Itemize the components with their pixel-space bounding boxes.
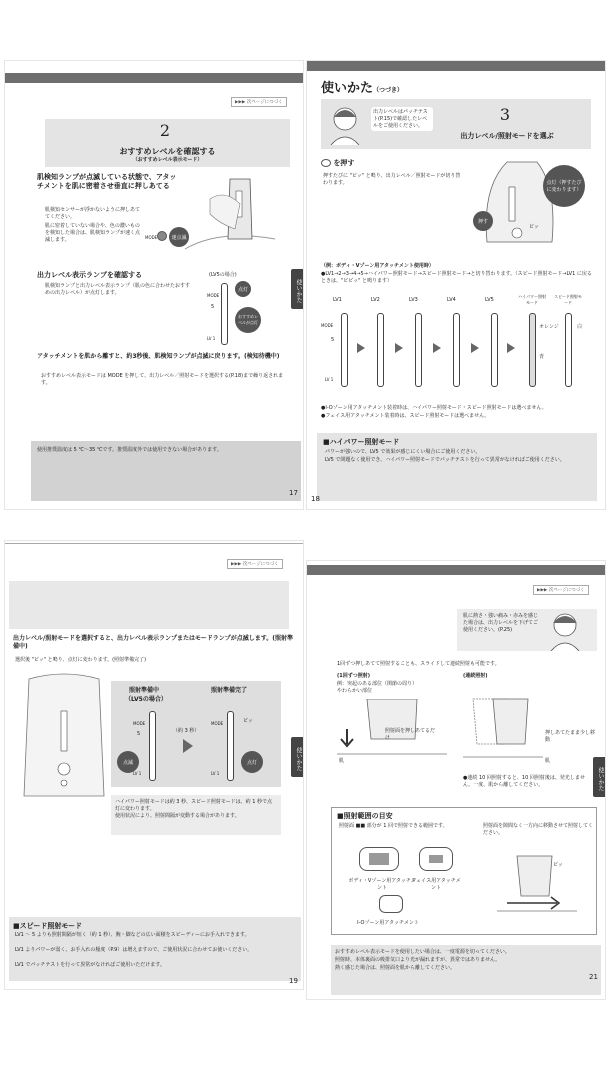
mode-label-prep: MODE	[133, 721, 146, 726]
device-on-arm-illustration	[180, 169, 280, 259]
substep-1-bullet-1: 肌検知センサーが浮かないように押しあててください。	[45, 207, 141, 220]
ready-title: 照射準備完了	[211, 687, 248, 694]
single-title: (1回ずつ照射)	[337, 673, 371, 679]
page-number: 18	[311, 495, 320, 503]
lit-callout: 点灯	[235, 281, 251, 297]
lv5-indicator	[491, 313, 498, 387]
note-face: ●フェイス用アタッチメント装着時は、スピード照射モードは選べません。	[321, 413, 490, 419]
continue-note: ▶▶▶ 次ページにつづく	[533, 585, 589, 595]
page-number: 21	[589, 973, 598, 981]
top-bar	[5, 73, 303, 83]
lv1-label: LV 1	[325, 377, 334, 382]
mode-label: MODE	[321, 323, 334, 328]
arrow-3	[433, 343, 441, 353]
note-io-zone: ●I-Oゾーン用アタッチメント装着時は、ハイパワー照射モード・スピード照射モードは選べません。	[321, 405, 547, 411]
blue-label: 青	[539, 354, 545, 360]
footer-note-3: 熱く感じた場合は、照射面を肌から離してください。	[335, 965, 456, 971]
blink-callout: 点滅	[117, 751, 139, 773]
lv1-label-prep: LV 1	[133, 771, 142, 776]
note-2: 使用状況により、照射間隔が変動する場合があります。	[115, 813, 240, 819]
title-sub: （つづき）	[373, 87, 404, 94]
step-number: 2	[159, 121, 171, 140]
speed-mode-title: ■スピード照射モード	[13, 922, 83, 930]
mode-button-icon	[321, 159, 331, 167]
level-indicator	[221, 283, 228, 345]
prep-title: 照射準備中	[129, 687, 160, 694]
intro-text: 出力レベル/照射モードを選択すると、出力レベル表示ランプまたはモードランプが点滅します。(照射準備中)	[13, 635, 293, 650]
skin-label-2: 肌	[545, 758, 551, 764]
beep-label: ピッ	[553, 862, 563, 868]
advisor-face-illustration	[543, 607, 587, 651]
step-title: 出力レベル/照射モードを選ぶ	[460, 132, 554, 140]
substep-1-bullet-2: 肌に密着していない場合や、色の濃いものを検知した場合は、肌検知ランプが速く点滅します。	[45, 223, 141, 243]
page-title	[321, 77, 403, 96]
press-callout: 押す	[473, 211, 493, 231]
level-label-high-power: ハイパワー照射モード	[518, 294, 546, 305]
io-attachment-label: I-Oゾーン用アタッチメント	[357, 920, 419, 926]
mode-press	[321, 159, 354, 168]
page-18	[306, 60, 606, 510]
level-label-lv1: LV1	[333, 297, 342, 303]
side-tab: 使いかた	[593, 757, 605, 797]
level-5-label-prep: 5	[137, 731, 141, 737]
mode-label-2: MODE	[207, 293, 220, 298]
temperature-note: 使用推奨温度は 5 ℃〜35 ℃です。推奨温度外では使用できない場合があります。	[37, 447, 222, 453]
substep-2-title: 出力レベル表示ランプを確認する	[37, 271, 142, 279]
skin-label-1: 肌	[339, 758, 345, 764]
step-subtitle: （おすすめレベル表示モード）	[132, 157, 203, 163]
mode-press-desc: 押すたびに "ピッ" と鳴り、出力レベル／照射モードが切り替わります。	[323, 173, 461, 186]
range-guide-right: 照射面を隙間なく一方向に移動させて照射してください。	[483, 823, 594, 836]
range-guide-title: ■照射範囲の目安	[337, 812, 393, 820]
high-power-bullet-2: LV5 で問題なく使用でき、ハイパワー照射モードでパッチテストを行って異常がなければご使用ください。	[325, 457, 565, 463]
io-attachment-icon	[379, 895, 403, 913]
lv3-indicator	[415, 313, 422, 387]
fast-blink-callout: 速点滅	[169, 227, 189, 247]
lv4-indicator	[453, 313, 460, 387]
example-desc: ●LV1→2→3→4→5→ハイパワー照射モード→スピード照射モード→と切り替わります。（スピード照射モード→LV1 に戻るときは、"ピピッ" と鳴ります）	[321, 271, 592, 284]
mode-label: MODE	[145, 235, 158, 240]
level-label-speed: スピード照射モード	[554, 294, 582, 305]
prep-indicator	[149, 711, 156, 781]
continue-note: ▶▶▶ 次ページにつづく	[227, 559, 283, 569]
continuous-title: (連続照射)	[463, 673, 488, 679]
lv2-indicator	[377, 313, 384, 387]
face-attachment-window	[429, 855, 443, 863]
high-power-indicator	[529, 313, 536, 387]
after-title: アタッチメントを肌から離すと、約3秒後、肌検知ランプが点滅に戻ります。(検知待機中)	[37, 353, 280, 360]
mode-label-ready: MODE	[211, 721, 224, 726]
after-bullet: おすすめレベル表示モードは MODE を押して、出力レベル／照射モードを選択する(P.18)まで繰り返されます。	[41, 373, 284, 386]
range-guide-desc: 照射面 ■■ 部分が 1 回で照射できる範囲です。	[339, 823, 448, 829]
level-5-label: 5	[211, 304, 215, 310]
lv1-label: LV 1	[207, 336, 216, 341]
title-text: 使いかた	[321, 81, 374, 96]
high-power-bullet-1: パワーが強いので、LV5 で効果が感じにくい場合にご使用ください。	[325, 449, 481, 455]
continuous-note: ●連続 10 回照射すると、10 回照射後は、発光しません。一度、肌から離してください。	[463, 775, 585, 788]
step-title: おすすめレベルを確認する	[119, 147, 216, 156]
intro-bullet: 選択後 "ピッ" と鳴り、点灯に変わります。(照射準備完了)	[15, 657, 147, 663]
arrow-5	[507, 343, 515, 353]
press-label: 照射面を押しあてるだけ	[385, 728, 436, 741]
step-number: 3	[499, 105, 511, 124]
top-bar	[307, 565, 605, 575]
side-tab: 使いかた	[291, 737, 303, 777]
continuous-shot-illustration	[463, 689, 543, 769]
header-placeholder-box	[9, 581, 289, 629]
arrow-2	[395, 343, 403, 353]
recommended-level-callout: おすすめレベルが点灯	[235, 307, 261, 333]
body-attachment-label: ボディ・Vゾーン用アタッチメント	[348, 878, 416, 891]
beep-label: ピッ	[529, 224, 539, 230]
level-label-lv5: LV5	[485, 297, 494, 303]
level-label-lv3: LV3	[409, 297, 418, 303]
press-hold-label: 押しあてたまま少し移動	[545, 730, 596, 743]
body-attachment-window	[369, 853, 389, 865]
warning-bubble: 肌に熱さ・強い痛み・赤みを感じた場合は、出力レベルを下げてご使用ください。(P.25)	[463, 613, 539, 633]
speed-bullet-2: LV1 よりパワーが弱く、お手入れの頻度（P.9）は増えますので、ご使用状況に合わせてお使いください。	[15, 947, 253, 953]
high-power-title: ■ハイパワー照射モード	[323, 438, 400, 446]
page-17	[4, 60, 304, 510]
about-3-seconds: （約 3 秒）	[173, 728, 200, 734]
prep-to-ready-arrow	[183, 739, 193, 753]
page-19	[4, 540, 304, 990]
page-number: 17	[289, 489, 298, 497]
continue-note: ▶▶▶ 次ページにつづく	[231, 97, 287, 107]
example-title: （例：ボディ・Vゾーン用アタッチメント使用時）	[321, 263, 434, 269]
face-attachment-label: フェイス用アタッチメント	[411, 878, 461, 891]
page-number: 19	[289, 977, 298, 985]
top-bar	[307, 61, 605, 71]
advisor-face-illustration	[325, 103, 365, 145]
page-21	[306, 560, 606, 1000]
lv5-case-label: (LV5の場合)	[209, 272, 237, 278]
white-label: 白	[577, 324, 583, 330]
speed-bullet-3: LV1 でパッチテストを行って異常がなければご使用いただけます。	[15, 962, 165, 968]
single-subtitle: 例：突起のある部位（関節の周り）やわらかい部位	[337, 681, 418, 694]
lit-callout: 点灯	[241, 751, 263, 773]
prep-subtitle: （LV5の場合）	[125, 696, 167, 703]
speed-indicator	[565, 313, 572, 387]
lv1-label-ready: LV 1	[211, 771, 220, 776]
level-label-lv4: LV4	[447, 297, 456, 303]
level-5-label: 5	[331, 337, 335, 343]
device-side-illustration	[19, 671, 109, 801]
speed-bullet-1: LV1 〜 5 よりも照射間隔が短く（約 1 秒）、腕・脚などの広い面積をスピーディーにお手入れできます。	[15, 932, 250, 938]
top-rule	[5, 543, 303, 544]
ready-indicator	[227, 711, 234, 781]
note-1: ハイパワー照射モードは約 3 秒、スピード照射モードは、約 1 秒で点灯に変わります。	[115, 799, 273, 812]
intro-text: 1回ずつ押しあてて照射することも、スライドして連続照射も可能です。	[337, 661, 500, 667]
beep-label: ピッ	[243, 718, 253, 724]
substep-2-bullet: 肌検知ランプと出力レベル表示ランプ（肌の色に合わせたおすすめの出力レベル）が点灯します。	[45, 283, 191, 296]
substep-1-title: 肌検知ランプが点滅している状態で、アタッチメントを肌に密着させ垂直に押しあてる	[37, 173, 177, 191]
skin-sensor-lamp	[157, 231, 167, 241]
lit-callout: 点灯（押すたびに変わります）	[543, 165, 585, 207]
footer-note-1: おすすめレベル表示モードを使用したい場合は、一度電源を切ってください。	[335, 949, 510, 955]
lv1-indicator	[341, 313, 348, 387]
level-label-lv2: LV2	[371, 297, 380, 303]
footer-note-2: 照射時、本体裏面の吸排気口より光が漏れますが、異常ではありません。	[335, 957, 501, 963]
orange-label: オレンジ	[539, 324, 559, 330]
slide-direction-illustration	[497, 851, 577, 931]
arrow-1	[357, 343, 365, 353]
side-tab: 使いかた	[291, 269, 303, 309]
arrow-4	[471, 343, 479, 353]
advice-bubble: 出力レベルはパッチテスト(P.15)で確認したレベルをご使用ください。	[371, 107, 433, 131]
mode-press-label: を押す	[333, 159, 355, 167]
